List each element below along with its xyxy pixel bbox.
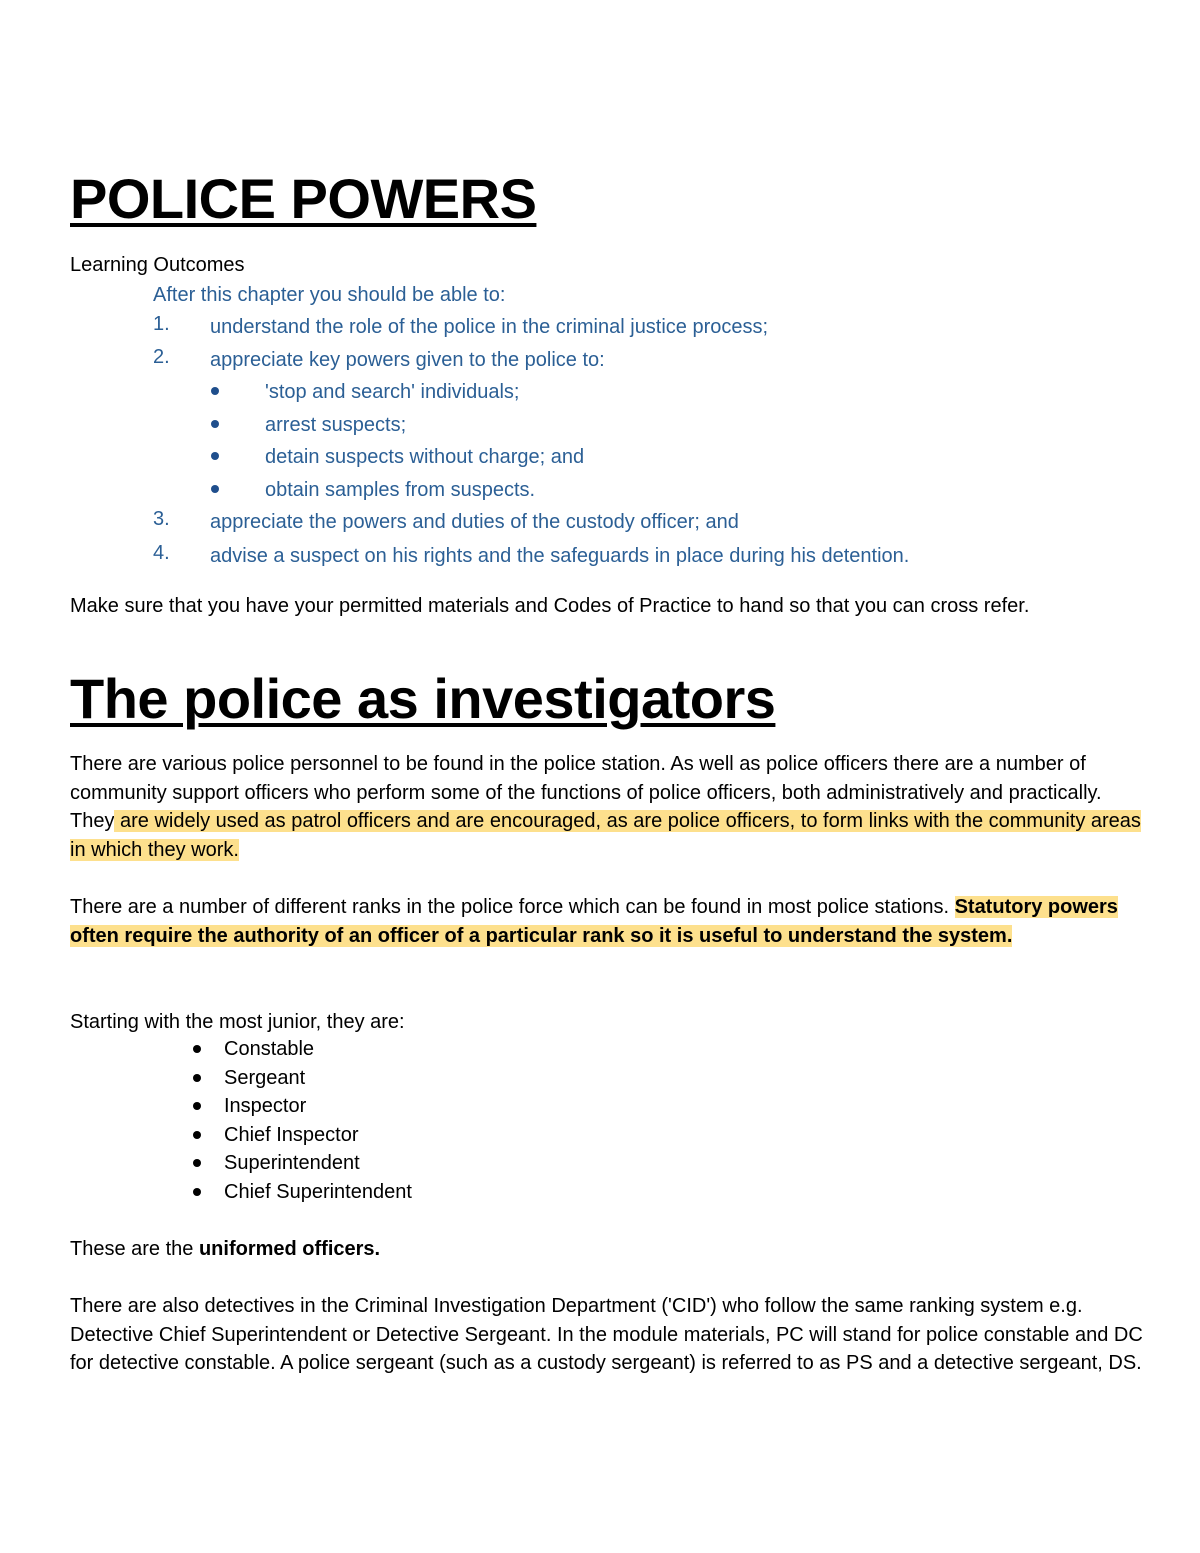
outcome-number: 1. bbox=[153, 313, 170, 335]
sub-outcome-text: obtain samples from suspects. bbox=[265, 479, 536, 501]
rank-label: Chief Inspector bbox=[224, 1124, 359, 1146]
paragraph-detectives: There are also detectives in the Criminal Investigation Department ('CID') who follow the same ranking system e.g. Detective Chief Superintendent or Detective Sergeant. In the module materials, PC will stand for police constable and DC for detective constable. A police sergeant (such as a custody sergeant) is referred to as PS and a detective sergeant, DS. bbox=[70, 1295, 1143, 1375]
paragraph-ranks bbox=[70, 893, 1150, 950]
bullet-icon bbox=[193, 1102, 201, 1110]
paragraph-text: There are various police personnel to be found in the police station. As well as police officers there are a number of community support officers who perform some of the functions of police officers, both administratively and practically. They bbox=[70, 753, 1102, 833]
paragraph-personnel bbox=[70, 750, 1150, 865]
bold-text: uniformed officers. bbox=[198, 1238, 381, 1260]
rank-label: Superintendent bbox=[224, 1152, 360, 1174]
sub-outcome-text: detain suspects without charge; and bbox=[265, 446, 585, 468]
outcomes-intro: After this chapter you should be able to: bbox=[153, 284, 506, 306]
sub-outcome-text: arrest suspects; bbox=[265, 414, 407, 436]
outcome-text: understand the role of the police in the criminal justice process; bbox=[210, 316, 769, 338]
ranks-intro: Starting with the most junior, they are: bbox=[70, 1011, 405, 1033]
learning-outcomes-label: Learning Outcomes bbox=[70, 254, 245, 276]
materials-note: Make sure that you have your permitted materials and Codes of Practice to hand so that you can cross refer. bbox=[70, 595, 1030, 617]
bullet-icon bbox=[193, 1131, 201, 1139]
outcome-number: 2. bbox=[153, 346, 170, 368]
bullet-icon bbox=[193, 1074, 201, 1082]
rank-label: Chief Superintendent bbox=[224, 1181, 412, 1203]
outcome-text: appreciate key powers given to the police to: bbox=[210, 349, 605, 371]
highlighted-bold-text: Statutory powers often require the authority of an officer of a particular rank so it is useful to understand the system. bbox=[70, 896, 1118, 947]
rank-label: Constable bbox=[224, 1038, 315, 1060]
page-title: POLICE POWERS bbox=[70, 167, 537, 230]
bullet-icon bbox=[211, 387, 219, 395]
rank-label: Sergeant bbox=[224, 1067, 306, 1089]
outcome-number: 3. bbox=[153, 508, 170, 530]
rank-label: Inspector bbox=[224, 1095, 307, 1117]
section-heading: The police as investigators bbox=[70, 667, 776, 730]
sub-outcome-text: 'stop and search' individuals; bbox=[265, 381, 520, 403]
outcome-text: appreciate the powers and duties of the custody officer; and bbox=[210, 511, 739, 533]
bullet-icon bbox=[193, 1188, 201, 1196]
bullet-icon bbox=[193, 1159, 201, 1167]
bullet-icon bbox=[193, 1045, 201, 1053]
outcome-text: advise a suspect on his rights and the safeguards in place during his detention. bbox=[210, 545, 910, 567]
bullet-icon bbox=[211, 452, 219, 460]
paragraph-text: These are the bbox=[70, 1238, 199, 1260]
outcome-number: 4. bbox=[153, 542, 170, 564]
uniformed-note bbox=[70, 1235, 380, 1263]
highlighted-text: are widely used as patrol officers and are encouraged, as are police officers, to form links with the community areas in which they work. bbox=[70, 810, 1141, 862]
bullet-icon bbox=[211, 420, 219, 428]
paragraph-text: There are a number of different ranks in the police force which can be found in most police stations. bbox=[70, 896, 955, 918]
bullet-icon bbox=[211, 485, 219, 493]
